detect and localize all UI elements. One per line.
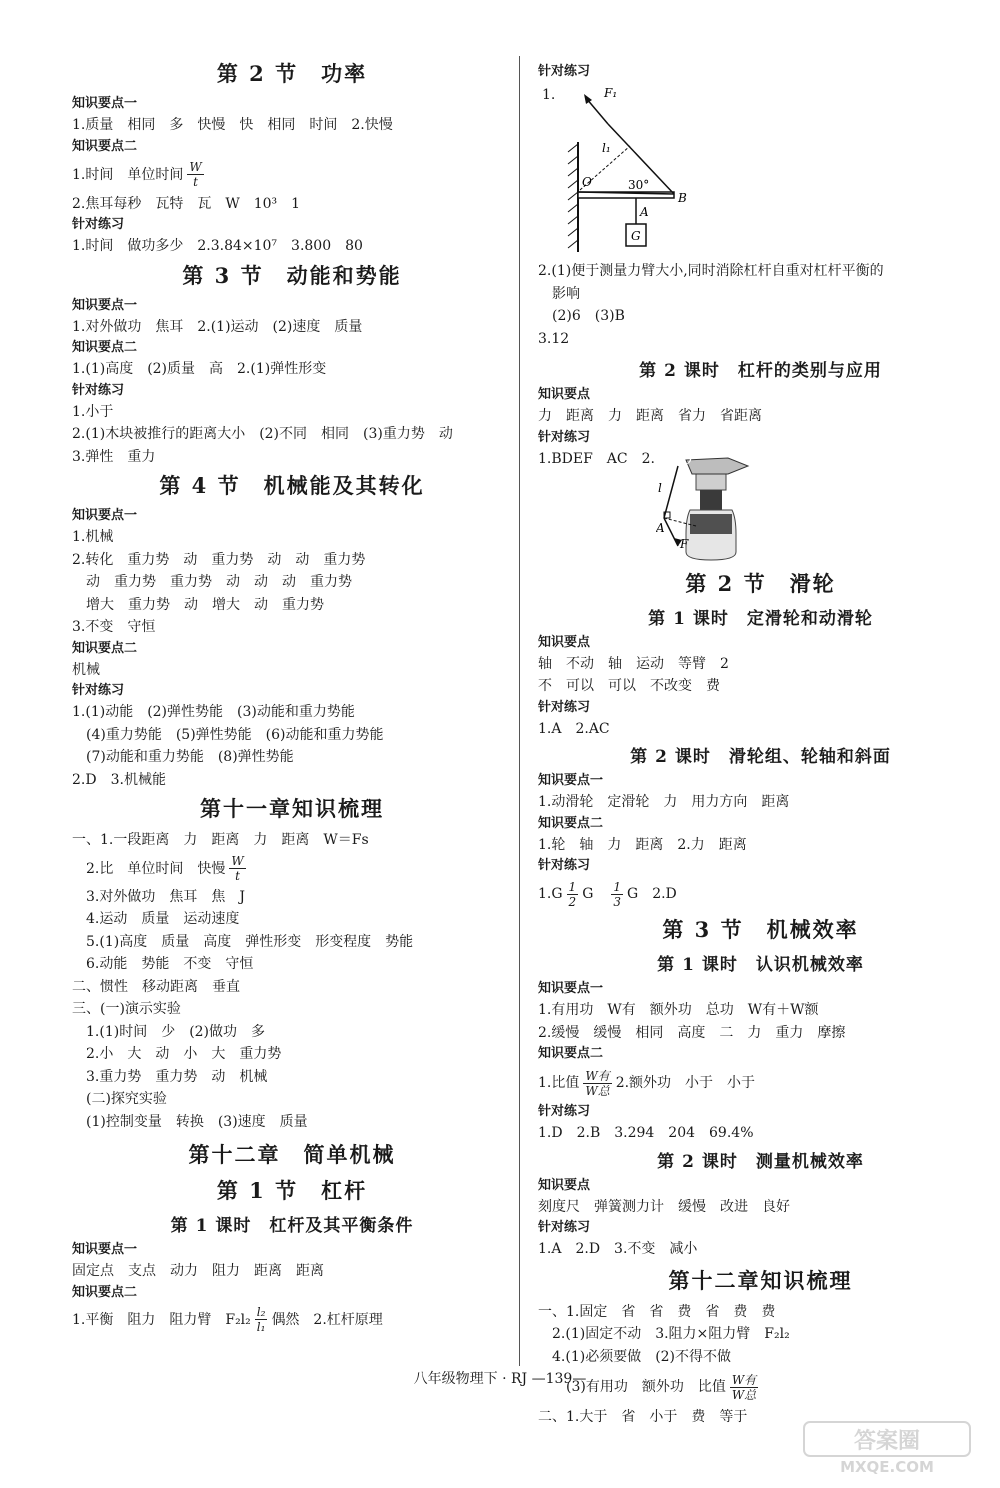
knowledge-heading: 知识要点一 xyxy=(538,773,604,788)
answer-line: (2)6 (3)B xyxy=(538,308,625,324)
answer-line: 6.动能 势能 不变 守恒 xyxy=(72,956,254,972)
lever-diagram xyxy=(564,82,724,258)
knowledge-heading: 针对练习 xyxy=(538,699,591,715)
fraction: $\frac{\text{W有}}{\text{W总}}$ xyxy=(585,1068,610,1098)
watermark-url: MXQE.COM xyxy=(840,1458,934,1476)
answer-line: 1.比值 $\frac{\text{W有}}{\text{W总}}$ 2.额外功 小于 小于 xyxy=(538,1068,756,1098)
answer-line: 2.D 3.机械能 xyxy=(72,771,166,788)
spray-bottle-diagram xyxy=(656,448,766,564)
knowledge-heading: 知识要点二 xyxy=(72,138,138,154)
answer-line: 5.(1)高度 质量 高度 弹性形变 形变程度 势能 xyxy=(72,933,414,950)
lesson-title: 第 1 课时 杠杆及其平衡条件 xyxy=(170,1216,414,1236)
label-l1: l₁ xyxy=(602,141,611,155)
lesson-title: 第 1 课时 定滑轮和动滑轮 xyxy=(648,608,873,629)
answer-line: 2.比 单位时间 快慢 $\frac{W}{t}$ xyxy=(72,854,244,883)
answer-line: 2.焦耳每秒 瓦特 瓦 W 10³ 1 xyxy=(72,195,301,212)
answer-line: 1.D 2.B 3.294 204 69.4% xyxy=(538,1125,754,1141)
answer-line: 3.12 xyxy=(538,330,570,347)
answer-line: 二、惯性 移动距离 垂直 xyxy=(72,978,240,995)
knowledge-heading: 知识要点 xyxy=(538,1177,591,1193)
lesson-title: 第 2 课时 杠杆的类别与应用 xyxy=(639,361,882,381)
knowledge-heading: 针对练习 xyxy=(538,1104,591,1119)
answer-line: (二)探究实验 xyxy=(72,1091,167,1107)
label-angle: 30° xyxy=(628,178,650,192)
answer-line: (4)重力势能 (5)弹性势能 (6)动能和重力势能 xyxy=(72,726,384,743)
label-G: G xyxy=(631,229,641,243)
answer-line: 增大 重力势 动 增大 动 重力势 xyxy=(72,596,324,613)
answer-line: 1.对外做功 焦耳 2.(1)运动 (2)速度 质量 xyxy=(72,318,363,335)
knowledge-heading: 针对练习 xyxy=(538,1220,591,1235)
answer-line: 1.质量 相同 多 快慢 快 相同 时间 2.快慢 xyxy=(72,117,393,133)
answer-line: 1.A 2.AC xyxy=(538,720,610,737)
answer-line: 一、1.一段距离 力 距离 力 距离 W＝Fs xyxy=(72,832,369,848)
answer-line: 机械 xyxy=(72,661,100,678)
answer-line: 3.对外做功 焦耳 焦 J xyxy=(72,888,245,905)
fraction: $\frac{1}{3}$ xyxy=(613,879,622,909)
knowledge-heading: 知识要点一 xyxy=(72,508,138,523)
knowledge-heading: 知识要点一 xyxy=(72,297,138,313)
knowledge-heading: 知识要点二 xyxy=(72,640,138,656)
answer-line: 1.时间 单位时间 $\frac{W}{t}$ xyxy=(72,160,202,189)
lesson-title: 第 1 课时 认识机械效率 xyxy=(657,955,864,975)
answer-line: 三、(一)演示实验 xyxy=(72,1001,181,1017)
knowledge-heading: 知识要点二 xyxy=(72,1284,138,1300)
column-divider xyxy=(519,56,520,1366)
label-F1: F₁ xyxy=(604,86,618,100)
answer-line: 1.(1)高度 (2)质量 高 2.(1)弹性形变 xyxy=(72,361,327,377)
knowledge-heading: 知识要点一 xyxy=(72,96,138,111)
section-title: 第 1 节 杠杆 xyxy=(216,1178,368,1203)
answer-line: 1.A 2.D 3.不变 减小 xyxy=(538,1241,698,1257)
knowledge-heading: 知识要点 xyxy=(538,387,591,402)
answer-line: 1.小于 xyxy=(72,403,114,420)
answer-line: 动 重力势 重力势 动 动 动 重力势 xyxy=(72,574,352,590)
answer-line: 1.(1)时间 少 (2)做功 多 xyxy=(72,1023,266,1040)
knowledge-heading: 针对练习 xyxy=(538,858,591,873)
section-title: 第十二章知识梳理 xyxy=(668,1267,853,1293)
answer-line: 1.有用功 W有 额外功 总功 W有＋W额 xyxy=(538,1002,819,1018)
answer-line: 1.动滑轮 定滑轮 力 用力方向 距离 xyxy=(538,794,790,810)
section-title: 第 2 节 滑轮 xyxy=(685,570,836,596)
knowledge-heading: 针对练习 xyxy=(538,429,591,445)
label-B: B xyxy=(678,191,687,205)
answer-line: 1.时间 做功多少 2.3.84×10⁷ 3.800 80 xyxy=(72,238,363,254)
section-title: 第 2 节 功率 xyxy=(216,61,368,86)
label-O: O xyxy=(682,452,692,467)
answer-line: 1.轮 轴 力 距离 2.力 距离 xyxy=(538,836,747,853)
knowledge-heading: 知识要点二 xyxy=(538,815,604,831)
answer-line: 1.机械 xyxy=(72,529,114,545)
section-title: 第 4 节 机械能及其转化 xyxy=(159,473,425,498)
answer-line: 3.重力势 重力势 动 机械 xyxy=(72,1068,268,1085)
spray-bottle-figure xyxy=(538,448,983,566)
fraction: $\frac{1}{2}$ xyxy=(568,879,577,909)
answer-line: 4.(1)必须要做 (2)不得不做 xyxy=(538,1348,732,1365)
knowledge-heading: 知识要点一 xyxy=(538,981,604,996)
answer-line: 2.缓慢 缓慢 相同 高度 二 力 重力 摩擦 xyxy=(538,1024,846,1041)
answer-line: 二、1.大于 省 小于 费 等于 xyxy=(538,1409,748,1425)
answer-line: 1. xyxy=(542,87,556,103)
answer-line: 刻度尺 弹簧测力计 缓慢 改进 良好 xyxy=(538,1198,790,1215)
label-A: A xyxy=(640,205,649,219)
fraction: $\frac{\text{l₂}}{\text{l₁}}$ xyxy=(256,1305,266,1334)
knowledge-heading: 知识要点二 xyxy=(72,340,138,355)
knowledge-heading: 针对练习 xyxy=(72,683,125,698)
answer-line: 轴 不动 轴 运动 等臂 2 xyxy=(538,655,729,672)
right-column xyxy=(538,62,983,1429)
answer-line: 2.(1)固定不动 3.阻力×阻力臂 F₂l₂ xyxy=(538,1326,790,1342)
lever-figure-1 xyxy=(538,82,983,260)
fraction: $\frac{W}{t}$ xyxy=(231,854,244,883)
knowledge-heading: 知识要点一 xyxy=(72,1242,138,1257)
knowledge-heading: 针对练习 xyxy=(538,64,591,79)
answer-line: 2.(1)木块被推行的距离大小 (2)不同 相同 (3)重力势 动 xyxy=(72,426,453,442)
label-F: F xyxy=(680,536,689,551)
answer-line: 固定点 支点 动力 阻力 距离 距离 xyxy=(72,1263,324,1279)
page-footer: 八年级物理下 · RJ —139— xyxy=(413,1371,587,1387)
knowledge-heading: 针对练习 xyxy=(72,217,125,232)
section-title: 第十一章知识梳理 xyxy=(200,796,384,821)
answer-line: 2.(1)便于测量力臂大小,同时消除杠杆自重对杠杆平衡的 xyxy=(538,263,884,279)
answer-line: 3.不变 守恒 xyxy=(72,619,156,635)
answer-line: 4.运动 质量 运动速度 xyxy=(72,911,240,927)
fraction: $\frac{\text{W有}}{\text{W总}}$ xyxy=(731,1372,757,1402)
answer-line: 2.小 大 动 小 大 重力势 xyxy=(72,1046,282,1062)
answer-line: 一、1.固定 省 省 费 省 费 费 xyxy=(538,1303,776,1320)
answer-line: 不 可以 可以 不改变 费 xyxy=(538,678,720,694)
knowledge-heading: 针对练习 xyxy=(72,382,125,398)
knowledge-heading: 知识要点二 xyxy=(538,1046,604,1061)
chapter-title: 第十二章 简单机械 xyxy=(188,1142,396,1167)
section-title: 第 3 节 机械效率 xyxy=(662,917,859,942)
answer-line: 2.转化 重力势 动 重力势 动 动 重力势 xyxy=(72,551,366,568)
answer-line: 1.BDEF AC 2. xyxy=(538,450,655,467)
watermark-text: 答案圈 xyxy=(853,1429,921,1454)
answer-line: 影响 xyxy=(538,285,580,302)
left-column xyxy=(72,56,512,1337)
answer-line: 1.G $\frac{1}{2}$ G $\frac{1}{3}$ G 2.D xyxy=(538,879,677,909)
answer-line: 1.平衡 阻力 阻力臂 F₂l₂ $\frac{\text{l₂}}{\text{l₁}}$ 偶然 2.杠杆原理 xyxy=(72,1305,383,1334)
label-O: O xyxy=(582,175,592,189)
answer-line: (3)有用功 额外功 比值 $\frac{\text{W有}}{\text{W总}}$ xyxy=(538,1372,757,1402)
answer-line: 1.(1)动能 (2)弹性势能 (3)动能和重力势能 xyxy=(72,704,355,720)
lesson-title: 第 2 课时 测量机械效率 xyxy=(657,1151,864,1172)
watermark-logo xyxy=(802,1420,972,1476)
answer-line: (7)动能和重力势能 (8)弹性势能 xyxy=(72,749,294,765)
fraction: $\frac{W}{t}$ xyxy=(189,160,202,189)
label-l: l xyxy=(658,480,662,495)
label-A: A xyxy=(656,520,665,535)
answer-line: (1)控制变量 转换 (3)速度 质量 xyxy=(72,1113,308,1130)
knowledge-heading: 知识要点 xyxy=(538,634,591,650)
lesson-title: 第 2 课时 滑轮组、轮轴和斜面 xyxy=(630,747,891,767)
answer-line: 力 距离 力 距离 省力 省距离 xyxy=(538,408,762,424)
answer-line: 3.弹性 重力 xyxy=(72,448,156,465)
section-title: 第 3 节 动能和势能 xyxy=(182,262,402,288)
